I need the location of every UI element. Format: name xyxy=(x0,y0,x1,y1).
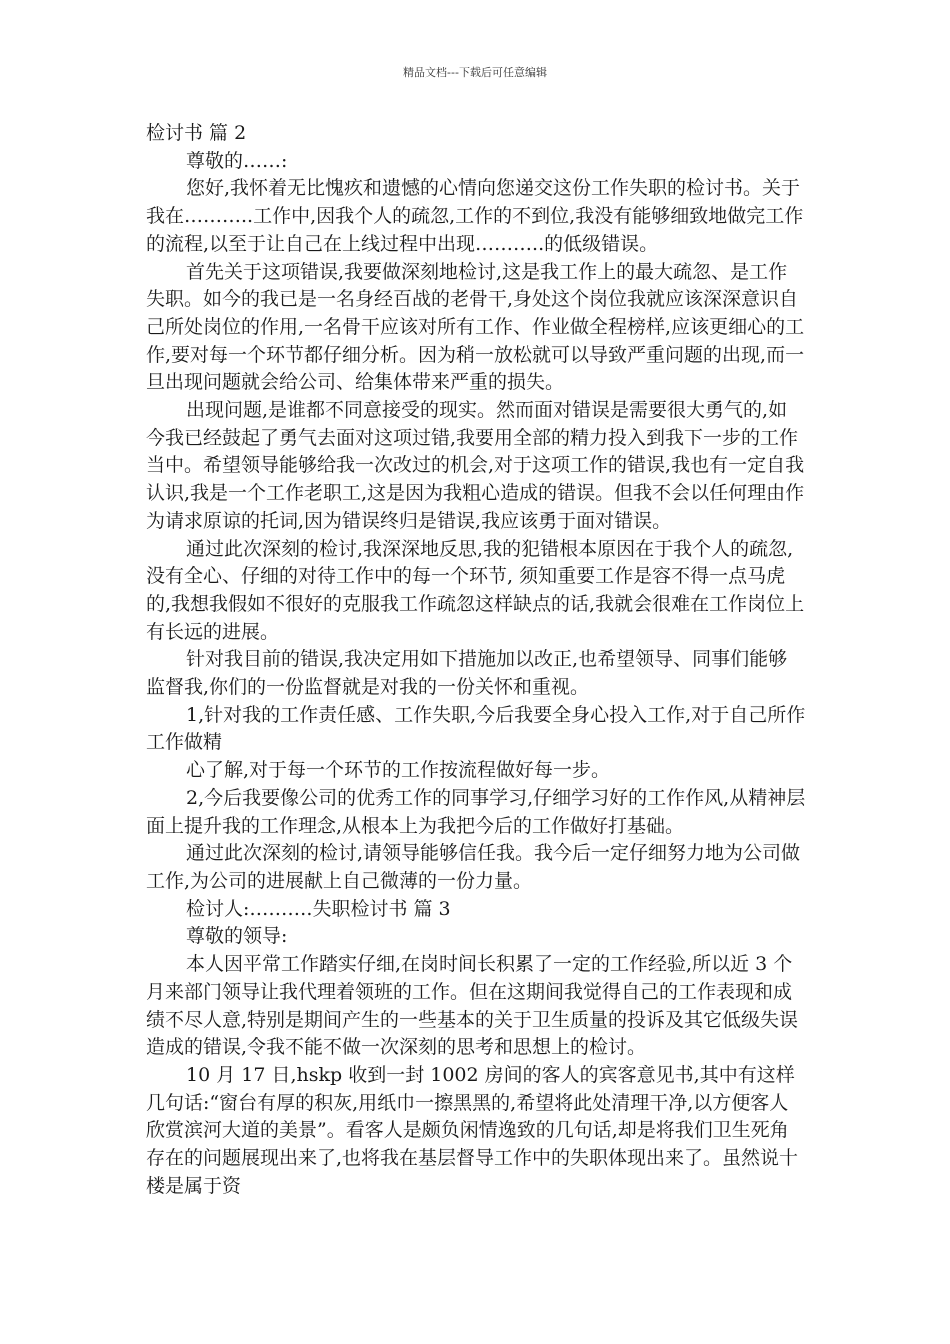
salutation: 尊敬的领导: xyxy=(186,925,288,948)
paragraph: 您好,我怀着无比愧疚和遗憾的心情向您递交这份工作失职的检讨书。关于我在………..工作中,因我个人的疏忽,工作的不到位,我没有能够细致地做完工作的流程,以至于让自己在上线过程中出现………..的低级错误。 xyxy=(146,177,804,255)
paragraph: 通过此次深刻的检讨,我深深地反思,我的犯错根本原因在于我个人的疏忽,没有全心、仔细的对待工作中的每一个环节, 须知重要工作是容不得一点马虎的,我想我假如不很好的克服我工作疏忽这样缺点的话,我就会很难在工作岗位上有长远的进展。 xyxy=(146,537,805,643)
paragraph: 2,今后我要像公司的优秀工作的同事学习,仔细学习好的工作作风,从精神层面上提升我的工作理念,从根本上为我把今后的工作做好打基础。 xyxy=(146,786,806,837)
paragraph: 10 月 17 日,hskp 收到一封 1002 房间的客人的宾客意见书,其中有这样几句话:“窗台有厚的积灰,用纸巾一擦黑黑的,希望将此处清理干净,以方便客人欣赏滨河大道的美景”。看客人是颇负闲情逸致的几句话,却是将我们卫生死角存在的问题展现出来了,也将我在基层督导工作中的失职体现出来了。虽然说十楼是属于资 xyxy=(146,1063,799,1197)
paragraph: 本人因平常工作踏实仔细,在岗时间长积累了一定的工作经验,所以近 3 个月来部门领导让我代理着领班的工作。但在这期间我觉得自己的工作表现和成绩不尽人意,特别是期间产生的一些基本的关于卫生质量的投诉及其它低级失误造成的错误,令我不能不做一次深刻的思考和思想上的检讨。 xyxy=(146,953,799,1059)
document-body xyxy=(146,120,806,1200)
section-title: 检讨书 篇 2 xyxy=(146,122,247,144)
paragraph: 首先关于这项错误,我要做深刻地检讨,这是我工作上的最大疏忽、是工作失职。如今的我已是一名身经百战的老骨干,身处这个岗位我就应该深深意识自己所处岗位的作用,一名骨干应该对所有工作、作业做全程榜样,应该更细心的工作,要对每一个环节都仔细分析。因为稍一放松就可以导致严重问题的出现,而一旦出现问题就会给公司、给集体带来严重的损失。 xyxy=(146,260,805,394)
paragraph: 1,针对我的工作责任感、工作失职,今后我要全身心投入工作,对于自己所作工作做精 xyxy=(146,703,806,754)
page-header: 精品文档---下载后可任意编辑 xyxy=(403,66,547,79)
signature-line: 检讨人:……….失职检讨书 篇 3 xyxy=(186,897,451,920)
paragraph: 针对我目前的错误,我决定用如下措施加以改正,也希望领导、同事们能够监督我,你们的一份监督就是对我的一份关怀和重视。 xyxy=(146,648,788,699)
paragraph: 心了解,对于每一个环节的工作按流程做好每一步。 xyxy=(186,759,611,782)
paragraph: 出现问题,是谁都不同意接受的现实。然而面对错误是需要很大勇气的,如今我已经鼓起了勇气去面对这项过错,我要用全部的精力投入到我下一步的工作当中。希望领导能够给我一次改过的机会,对于这项工作的错误,我也有一定自我认识,我是一个工作老职工,这是因为我粗心造成的错误。但我不会以任何理由作为请求原谅的托词,因为错误终归是错误,我应该勇于面对错误。 xyxy=(146,399,805,532)
paragraph: 通过此次深刻的检讨,请领导能够信任我。我今后一定仔细努力地为公司做工作,为公司的进展献上自己微薄的一份力量。 xyxy=(146,842,801,892)
salutation: 尊敬的……: xyxy=(186,149,288,172)
